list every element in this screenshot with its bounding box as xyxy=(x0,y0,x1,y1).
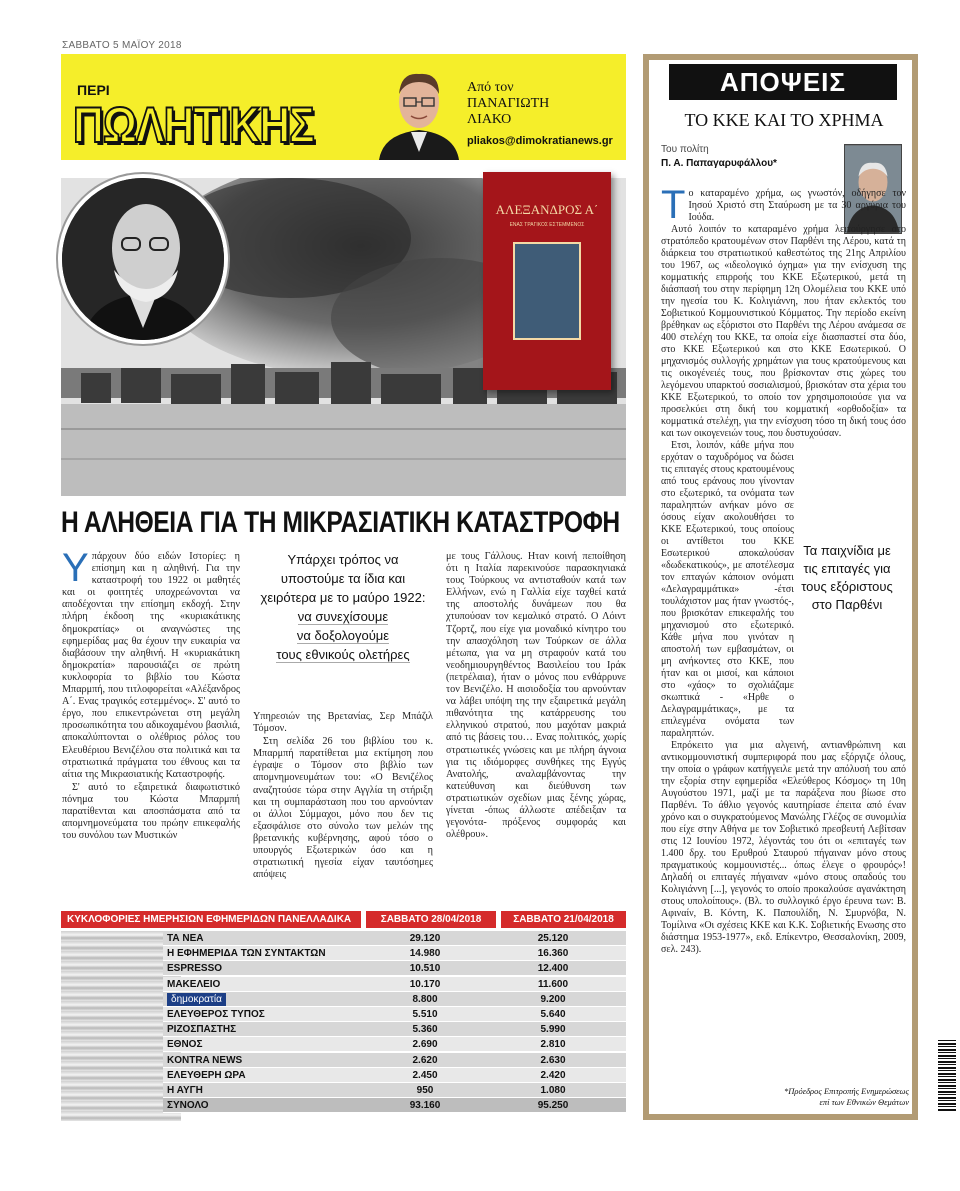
article-pull-quote: Υπάρχει τρόπος να υποστούμε τα ίδια και χειρότερα με το μαύρο 1922: να συνεχίσουμε να δοξολογούμε τους εθνικούς ολετήρες xyxy=(260,552,426,662)
newspaper-name: Η ΑΥΓΗ xyxy=(167,1085,203,1096)
opinion-headline: ΤΟ ΚΚΕ ΚΑΙ ΤΟ ΧΡΗΜΑ xyxy=(684,110,884,130)
article-headline: Η ΑΛΗΘΕΙΑ ΓΙΑ ΤΗ ΜΙΚΡΑΣΙΑΤΙΚΗ ΚΑΤΑΣΤΡΟΦΗ xyxy=(61,506,620,539)
circulation-value-a: 2.450 xyxy=(412,1069,438,1081)
circulation-row xyxy=(163,1007,626,1022)
article-column-2: Υπηρεσιών της Βρετανίας, Σερ Μπάζιλ Τόμσον. Στη σελίδα 26 του βιβλίου του κ. Μπαρμπή παρατίθεται μια εκτίμηση που έγραψε ο Τόμσον στο βιβλίο των απομνημονευμάτων του: «Ο Βενιζέλος αναζητούσε τώρα στην Αγγλία τη στήριξη και τη συμπαράσταση που του αρνούνταν οι άλλοι Σύμμαχοι, μόνο που δεν τις εξασφάλισε στο σύνολο των μελών της βρετανικής κυβέρνησης, αφού τόσο ο υπουργός Εξωτερικών όσο και η στρατιωτική ηγεσία είχαν ταυτόσημες απόψεις xyxy=(253,711,433,881)
circulation-table-header xyxy=(61,911,626,928)
circulation-row xyxy=(163,1022,626,1037)
circulation-value-a: 2.690 xyxy=(412,1039,438,1051)
circulation-row xyxy=(163,1068,626,1083)
circulation-value-a: 14.980 xyxy=(409,948,441,960)
newspaper-name: ΡΙΖΟΣΠΑΣΤΗΣ xyxy=(167,1024,237,1036)
circulation-value-b: 2.420 xyxy=(540,1069,566,1081)
circulation-value-a: 10.510 xyxy=(409,963,441,975)
column-prefix: ΠΕΡΙ xyxy=(77,82,110,98)
newspaper-name: Η ΕΦΗΜΕΡΙΔΑ ΤΩΝ ΣΥΝΤΑΚΤΩΝ xyxy=(167,948,326,960)
circulation-value-b: 5.990 xyxy=(540,1024,566,1036)
article-column-3: με τους Γάλλους. Ηταν κοινή πεποίθηση ότι η Ιταλία παρεκινούσε παρασκηνιακά τους Τούρκους να αντισταθούν κατά των Ελλήνων, ενώ η Γαλλία είχε ταχθεί κατά της αποστολής δυνάμεων που θα χτυπούσαν τον κεμαλικό στρατό. Ο Λόιντ Τζορτζ, που είχε για μοναδικό κίνητρο του την απασχόληση των Τούρκων σε άλλα μέτωπα, για να μη στραφούν κατά του νεοδημιουργηθέντος Βασιλείου του Ιράκ (πετρέλαια), ήταν ο μόνος που ενθάρρυνε τον Βενιζέλο. Η αισιοδοξία του αρνούνταν να λάβει υπόψη της την εξαιρετικά μεγάλη πιθανότητα της κατάρρευσης του ελληνικού στρατού, που μαχόταν μακριά από τις βάσεις του… Ενας πολιτικός, χωρίς στρατιωτικές γνώσεις και με πλήρη άγνοια για τις ιδιόμορφες συνθήκες της Εγγύς Ανατολής, αναλαμβάνοντας την κατεύθυνση και διεύθυνση των στρατιωτικών σχεδίων μιας ξένης χώρας, γίνεται -όπως άλλωστε απέδειξαν τα γεγονότα- πρόξενος συμφοράς και ολέθρου». xyxy=(446,551,626,841)
column-title: ΠΩΛΗΤΙΚΗΣ xyxy=(73,97,314,153)
circulation-table xyxy=(61,911,626,1121)
circulation-row xyxy=(163,1098,626,1113)
circulation-value-a: 5.360 xyxy=(412,1024,438,1036)
column-banner xyxy=(61,54,626,160)
circulation-row xyxy=(163,977,626,992)
newspaper-name: ΕΛΕΥΘΕΡΗ ΩΡΑ xyxy=(167,1069,246,1081)
newspaper-name: δημοκρατία xyxy=(167,993,226,1006)
venizelos-portrait xyxy=(58,174,228,344)
article-dropcap: Υ xyxy=(62,546,89,590)
circulation-col-b: ΣΑΒΒΑΤΟ 21/04/2018 xyxy=(501,911,626,928)
newspaper-name: KONTRA NEWS xyxy=(167,1054,243,1066)
book-title: ΑΛΕΞΑΝΔΡΟΣ Α΄ xyxy=(495,202,599,217)
circulation-value-a: 2.620 xyxy=(412,1054,438,1066)
newspaper-name: ΕΛΕΥΘΕΡΟΣ ΤΥΠΟΣ xyxy=(167,1009,265,1020)
opinion-label: ΑΠΟΨΕΙΣ xyxy=(669,64,897,100)
newspaper-name: ΣΥΝΟΛΟ xyxy=(167,1100,209,1112)
circulation-value-b: 9.200 xyxy=(540,993,566,1005)
newspaper-name: ΤΑ ΝΕΑ xyxy=(167,933,204,944)
barcode xyxy=(938,1040,956,1112)
circulation-row xyxy=(163,1053,626,1068)
circulation-value-b: 11.600 xyxy=(537,978,569,990)
opinion-author: Π. Α. Παπαγαρυφάλλου* xyxy=(661,158,777,169)
circulation-value-b: 1.080 xyxy=(540,1085,566,1096)
circulation-value-a: 29.120 xyxy=(409,933,441,944)
article-column-1: Υ πάρχουν δύο ειδών Ιστορίες: η επίσημη και η αληθινή. Για την καταστροφή του 1922 οι μαθητές και οι φοιτητές υποχρεώνονται να αποδέχονται την επίσημη εκδοχή. Στην πλήρη έκδοση της «κυριακάτικης δημοκρατίας» οι αναγνώστες της εφημερίδας μας θα έχουν την ευκαιρία να διαβάσουν την αληθινή. Η «κυριακάτικη δημοκρατία» παρουσιάζει σε πρώτη κυκλοφορία το βιβλίο του Κώστα Μπαρμπή, που τιτλοφορείται «Αλέξανδρος Α΄. Ενας τραγικός εστεμμένος». Σ' αυτό το έργο, που επικεντρώνεται στη μεγάλη προσωπικότητα του αδικοχαμένου βασιλιά, αποκαλύπτονται ο ολέθριος ρόλος του Ελευθέριου Βενιζέλου στα πολιτικά και τα στρατιωτικά πράγματα του έθνους και τα αίτια της Μικρασιατικής Καταστροφής. Σ' αυτό το εξαιρετικά διαφωτιστικό πόνημα του Κώστα Μπαρμπή παρατίθενται και αποσπάσματα από τα απομνημονεύματα του πρώην επικεφαλής του συνόλου των Μυστικών xyxy=(62,546,240,842)
newspaper-name: ESPRESSO xyxy=(167,963,223,975)
circulation-row xyxy=(163,1037,626,1052)
circulation-value-a: 93.160 xyxy=(409,1100,441,1112)
circulation-row xyxy=(163,992,626,1007)
book-subtitle: ΕΝΑΣ ΤΡΑΓΙΚΟΣ ΕΣΤΕΜΜΕΝΟΣ xyxy=(509,222,585,228)
circulation-value-b: 25.120 xyxy=(537,933,569,944)
circulation-value-a: 10.170 xyxy=(409,978,441,990)
circulation-value-b: 5.640 xyxy=(540,1009,566,1020)
circulation-value-a: 950 xyxy=(416,1085,434,1096)
circulation-value-b: 12.400 xyxy=(537,963,569,975)
circulation-row xyxy=(163,961,626,976)
opinion-byline-prefix: Του πολίτη xyxy=(661,144,709,155)
circulation-value-a: 8.800 xyxy=(412,993,438,1005)
circulation-row xyxy=(163,1083,626,1098)
circulation-row xyxy=(163,931,626,946)
author-email: pliakos@dimokratianews.gr xyxy=(467,135,613,147)
author-photo xyxy=(373,60,465,160)
opinion-body: Τ ο καταραμένο χρήμα, ως γνωστόν, οδήγησε τον Ιησού Χριστό στη Σταύρωση με τα 30 αργύρια του Ιούδα. Αυτό λοιπόν το καταραμένο χρήμα λειτούργησε στο στρατόπεδο κρατουμένων στον Παρθένι της Λέρου, κατά τη διάρκεια του στρατιωτικού καθεστώτος της 21ης Απριλίου του 1967, ως «ιδεολογικό όχημα» για την ενίσχυση της κομματικής επιρροής του ΚΚΕ Εξωτερικού, μετά τη διάσπασή του στην περίφημη 12η Ολομέλεια του ΚΚΕ υπό την ηγεσία του Κ. Κολιγιάννη, που ήταν εκλεκτός του Σοβιετικού Κομμουνιστικού Κόμματος. Την περίοδο εκείνη βρέθηκαν ως εξόριστοι στο Παρθένι της Λέρου ανάμεσα σε 400 στελέχη του ΚΚΕ, τα οποία είχε διασπαστεί στα δύο, στο ΚΚΕ Εξωτερικού και στο ΚΚΕ Εσωτερικού. Ο μηχανισμός συλλογής χρημάτων για τους κρατούμενους και τις οικογένειές τους, που βρίσκονταν στις χώρες του λεγόμενου υπαρκτού σοσιαλισμού, βρισκόταν στα χέρια του ΚΚΕ Εξωτερικού, το οποίο τον χρησιμοποιούσε για να προσελκύει στη δική του κομματική «ορθοδοξία» τα κομματικά στελέχη, για την ενίσχυση τόσο τη δική τους όσο και των οικογενειών τους, που δυστυχούσαν. Ετσι, λοιπόν, κάθε μήνα που ερχόταν ο ταχυδρόμος να δώσει τις επιταγές στους κρατουμένους από τους εράνους που γίνονταν στο εξωτερικό, τα ονόματα των παραληπτών ανήκαν μόνο σε όσους είχαν ακολουθήσει το ΚΚΕ Εξωτερικού, τους οποίους οι αντίθετοι του ΚΚΕ Εσωτερικού αποκαλούσαν «δωδεκατικούς», με αποτέλεσμα τον επταγών κάποιον ονόματι «Δελαγραμμάτικα» -έτσι τουλάχιστον μας ήταν γνωστός-, που βρισκόταν επικεφαλής του μηχανισμού στο εξωτερικό. Κάθε μήνα που γινόταν η αποστολή των εμβασμάτων, οι μη ανήκοντες στο ΚΚΕ, που ήταν και οι μισοί, και κάποιοι στο «χάος» το σχολιάζαμε σκωπτικά - «Ηρθε ο Δελαγραμμάτικας», με τα επιλεγμένα ονόματα των παραληπτών. Επρόκειτο για μια αλγεινή, αντιανθρώπινη και αντικομμουνιστική συμπεριφορά που μας εξόργιζε όλους, την οποία ο γράφων κατήγγειλε μετά την απόλυσή του από την εξορία στην εφημερίδα «Ελεύθερος Κόσμος» τη 10η Αυγούστου 1971, μαζί με τα παράξενα που βίωσε στο Παρθένι. Το άθλιο γεγονός καυτηρίασε έπειτα από έναν χρόνο και ο συγκρατούμενος Μανώλης Γλέζος σε συνομιλία που είχε στην Αθήνα με τον Σοβιετικό πρεσβευτή Λεβίτσαν στις 12 Ιουνίου 1972, λέγοντάς του ότι οι «επιταγές των 1.400 δρχ. του Ερυθρού Σταυρού πήγαιναν μόνο στους πραγματικούς κομμουνιστές... όπως έλεγε ο φρουρός»! Δηλαδή οι επιταγές πήγαιναν «μόνο στους οπαδούς του Κολιγιάννη [...], γεγονός το οποίο προκαλούσε αγανάκτηση στους υπολοίπους». (Βλ. το συλλογικό έργο έρευνα των: Β. Αφιναίν, Β. Κόντη, Κ. Παπουλίδη, Ν. Σμυρνόβα, Ν. Τομίλινα «Οι σχέσεις ΚΚΕ και Κ.Κ. Σοβιετικής Ενωσης στο διάστημα 1953-1977», εκδ. Επίκεντρο, Θεσσαλονίκη, 2009, σελ. 243). xyxy=(661,183,906,955)
issue-date: ΣΑΒΒΑΤΟ 5 ΜΑΪΟΥ 2018 xyxy=(62,40,182,51)
opinion-pull-quote: Τα παιχνίδια με τις επιταγές για τους εξόριστους στο Παρθένι xyxy=(801,543,893,612)
opinion-footnote: *Πρόεδρος Επιτροπής Ενημερώσεως επί των Εθνικών Θεμάτων xyxy=(784,1086,909,1107)
newspaper-name: ΜΑΚΕΛΕΙΟ xyxy=(167,978,221,990)
opinion-dropcap: Τ xyxy=(661,183,686,227)
circulation-row xyxy=(163,946,626,961)
circulation-value-b: 95.250 xyxy=(537,1100,569,1112)
circulation-value-b: 2.630 xyxy=(540,1054,566,1066)
circulation-title: ΚΥΚΛΟΦΟΡΙΕΣ ΗΜΕΡΗΣΙΩΝ ΕΦΗΜΕΡΙΔΩΝ ΠΑΝΕΛΛΑΔΙΚΑ xyxy=(61,911,361,928)
circulation-value-b: 16.360 xyxy=(537,948,569,960)
circulation-value-a: 5.510 xyxy=(412,1009,438,1020)
newspaper-name: ΕΘΝΟΣ xyxy=(167,1039,203,1051)
circulation-value-b: 2.810 xyxy=(540,1039,566,1051)
circulation-col-a: ΣΑΒΒΑΤΟ 28/04/2018 xyxy=(366,911,496,928)
book-cover xyxy=(483,172,611,390)
book-cover-image xyxy=(513,242,581,340)
author-byline: Από τον ΠΑΝΑΓΙΩΤΗ ΛΙΑΚΟ xyxy=(467,80,550,127)
